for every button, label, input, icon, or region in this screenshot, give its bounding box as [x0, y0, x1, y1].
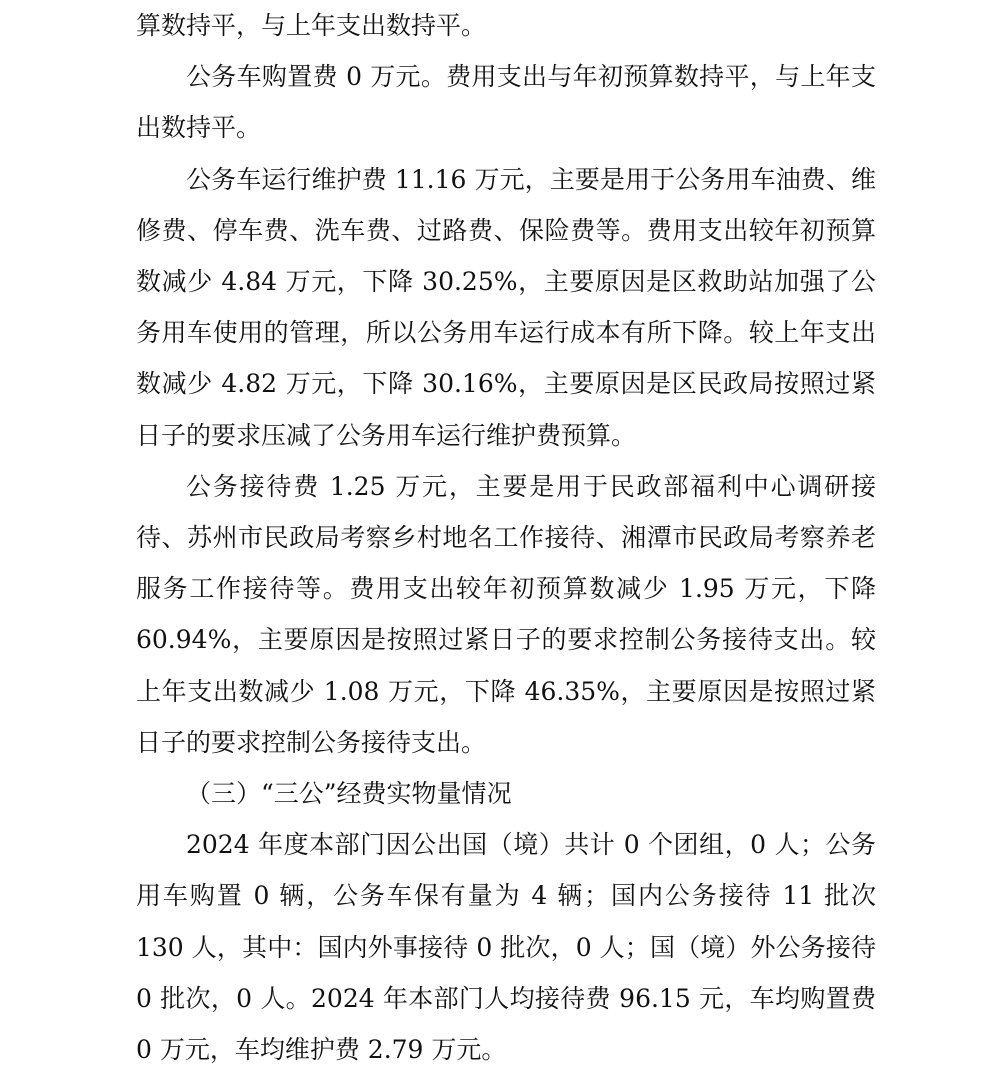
paragraph-vehicle-purchase: 公务车购置费 0 万元。费用支出与年初预算数持平，与上年支出数持平。 — [136, 62, 876, 143]
paragraph-continuation: 算数持平，与上年支出数持平。 — [136, 11, 487, 40]
document-page — [136, 0, 876, 1075]
section-heading: （三）“三公”经费实物量情况 — [186, 779, 512, 809]
paragraph-physical-quantity: 2024 年度本部门因公出国（境）共计 0 个团组，0 人；公务用车购置 0 辆，公务车保有量为 4 辆；国内公务接待 11 批次 130 人，其中：国内外事接待 0 批次，0 人；国（境）外公务接待 0 批次，0 人。2024 年本部门人均接待费 96.15 元，车均购置费 0 万元，车均维护费 2.79 万元。 — [136, 830, 876, 1065]
paragraph-reception-fee: 公务接待费 1.25 万元，主要是用于民政部福利中心调研接待、苏州市民政局考察乡村地名工作接待、湘潭市民政局考察养老服务工作接待等。费用支出较年初预算数减少 1.95 万元，下降 60.94%，主要原因是按照过紧日子的要求控制公务接待支出。较上年支出数减少 1.08 万元，下降 46.35%，主要原因是按照过紧日子的要求控制公务接待支出。 — [136, 471, 876, 757]
paragraph-vehicle-maintenance: 公务车运行维护费 11.16 万元，主要是用于公务用车油费、维修费、停车费、洗车费、过路费、保险费等。费用支出较年初预算数减少 4.84 万元，下降 30.25%，主要原因是区救助站加强了公务用车使用的管理，所以公务用车运行成本有所下降。较上年支出数减少 4.82 万元，下降 30.16%，主要原因是区民政局按照过紧日子的要求压减了公务用车运行维护费预算。 — [136, 164, 876, 450]
